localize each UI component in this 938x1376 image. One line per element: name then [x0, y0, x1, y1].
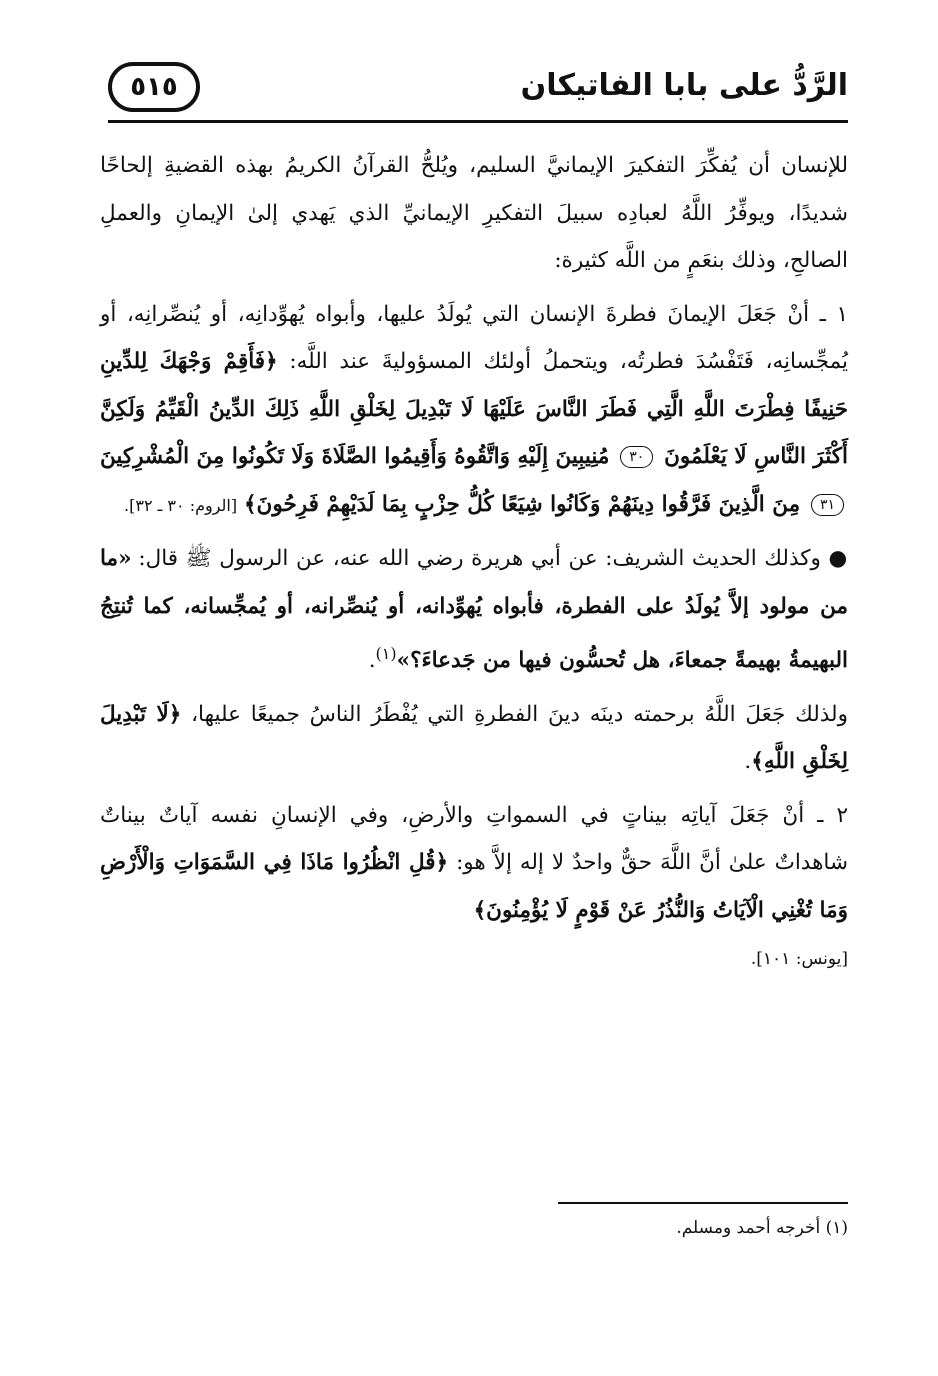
ayah-marker-31: ٣١: [811, 494, 844, 516]
quran-verse-rum-c: مِنَ الَّذِينَ فَرَّقُوا دِينَهُمْ وَكَانُوا شِيَعًا كُلُّ حِزْبٍ بِمَا لَدَيْهِمْ فَرِحُونَ﴾: [243, 491, 801, 517]
quran-verse-yunus: ﴿قُلِ انْظُرُوا مَاذَا فِي السَّمَوَاتِ وَالْأَرْضِ وَمَا تُغْنِي الْآيَاتُ وَالنُّذُرُ عَنْ قَوْمٍ لَا يُؤْمِنُونَ﴾: [100, 850, 848, 923]
quran-reference-rum: [الروم: ٣٠ ـ ٣٢].: [124, 495, 238, 515]
quran-verse-rum-a: ﴿فَأَقِمْ وَجْهَكَ لِلدِّينِ حَنِيفًا فِطْرَتَ اللَّهِ الَّتِي فَطَرَ النَّاسَ عَلَيْهَا لَا تَبْدِيلَ لِخَلْقِ اللَّهِ ذَلِكَ الدِّينُ الْقَيِّمُ وَلَكِنَّ أَكْثَرَ النَّاسِ لَا يَعْلَمُونَ: [100, 349, 848, 469]
body-text: [100, 142, 848, 974]
quran-verse-tabdil: ﴿لَا تَبْدِيلَ لِخَلْقِ اللَّهِ﴾: [100, 701, 848, 775]
quran-reference-yunus: [يونس: ١٠١].: [750, 949, 848, 970]
ayah-marker-30: ٣٠: [620, 446, 653, 468]
quran-verse-rum-b: مُنِيبِينَ إِلَيْهِ وَاتَّقُوهُ وَأَقِيمُوا الصَّلَاةَ وَلَا تَكُونُوا مِنَ الْمُشْرِكِينَ: [99, 444, 610, 469]
paragraph-fitra: ولذلك جَعَلَ اللَّهُ برحمته دينَه دينَ الفطرةِ التي يُفْطَرُ الناسُ جميعًا عليها، ﴿لَا تَبْدِيلَ لِخَلْقِ اللَّهِ﴾.: [100, 701, 848, 775]
page-number-badge: [108, 62, 200, 112]
paragraph-point-2: [100, 792, 848, 935]
paragraph-point-1: [100, 291, 848, 530]
paragraph-hadith: ● وكذلك الحديث الشريف: عن أبي هريرة رضي الله عنه، عن الرسول ﷺ قال: «ما من مولود إلاَّ يُولَدُ على الفطرة، فأبواه يُهوِّدانه، أو يُنصِّرانه، أو يُمجِّسانه، كما تُنتِجُ البهيمةُ بهيمةً جمعاءَ، هل تُحسُّون فيها من جَدعاءَ؟»$^{(١)}$.: [100, 546, 848, 674]
hadith-text: «ما من مولود إلاَّ يُولَدُ على الفطرة، فأبواه يُهوِّدانه، أو يُنصِّرانه، أو يُمجِّسانه، كما تُنتِجُ البهيمةُ بهيمةً جمعاءَ، هل تُحسُّون فيها من جَدعاءَ؟»: [100, 546, 848, 674]
page-number: ٥١٥: [130, 72, 178, 102]
header-rule: [108, 120, 848, 123]
quran-reference-yunus-line: [100, 944, 848, 974]
point-2-text: ٢ ـ أنْ جَعَلَ آياتِه بيناتٍ في السمواتِ والأرضِ، وفي الإنسانِ نفسه آياتٌ بيناتٌ شاهداتٌ علىٰ أنَّ اللَّهَ حقٌّ واحدٌ لا إله إلاَّ هو:: [100, 802, 848, 876]
page-header: [108, 62, 848, 126]
paragraph-intro-text: للإنسان أن يُفكِّرَ التفكيرَ الإيمانيَّ السليم، ويُلحُّ القرآنُ الكريمُ بهذه القضيةِ إلحاحًا شديدًا، ويوفِّرُ اللَّهُ لعبادِه سبيلَ التفكيرِ الإيمانيِّ الذي يَهدي إلىٰ الإيمانِ والعملِ الصالحِ، وذلك بنعَمٍ من اللَّه كثيرة:: [100, 153, 848, 273]
running-title: الرَّدُّ على بابا الفاتيكان: [520, 68, 848, 103]
hadith-intro: ● وكذلك الحديث الشريف: عن أبي هريرة رضي الله عنه، عن الرسول ﷺ قال:: [138, 546, 848, 571]
paragraph-intro: [100, 142, 848, 285]
footnote-mark[interactable]: (١): [375, 644, 397, 663]
point-1-text: ١ ـ أنْ جَعَلَ الإيمانَ فطرةَ الإنسان التي يُولَدُ عليها، وأبواه يُهوِّدانِه، أو يُنصِّرانِه، أو يُمجِّسانِه، فَتَفْسُدَ فطرتُه، ويتحملُ أولئك المسؤوليةَ عند اللَّه:: [100, 301, 848, 374]
fitra-text: ولذلك جَعَلَ اللَّهُ برحمته دينَه دينَ الفطرةِ التي يُفْطَرُ الناسُ جميعًا عليها،: [191, 701, 848, 727]
footnote-rule: [558, 1202, 848, 1204]
footnote: (١) أخرجه أحمد ومسلم.: [676, 1218, 848, 1238]
